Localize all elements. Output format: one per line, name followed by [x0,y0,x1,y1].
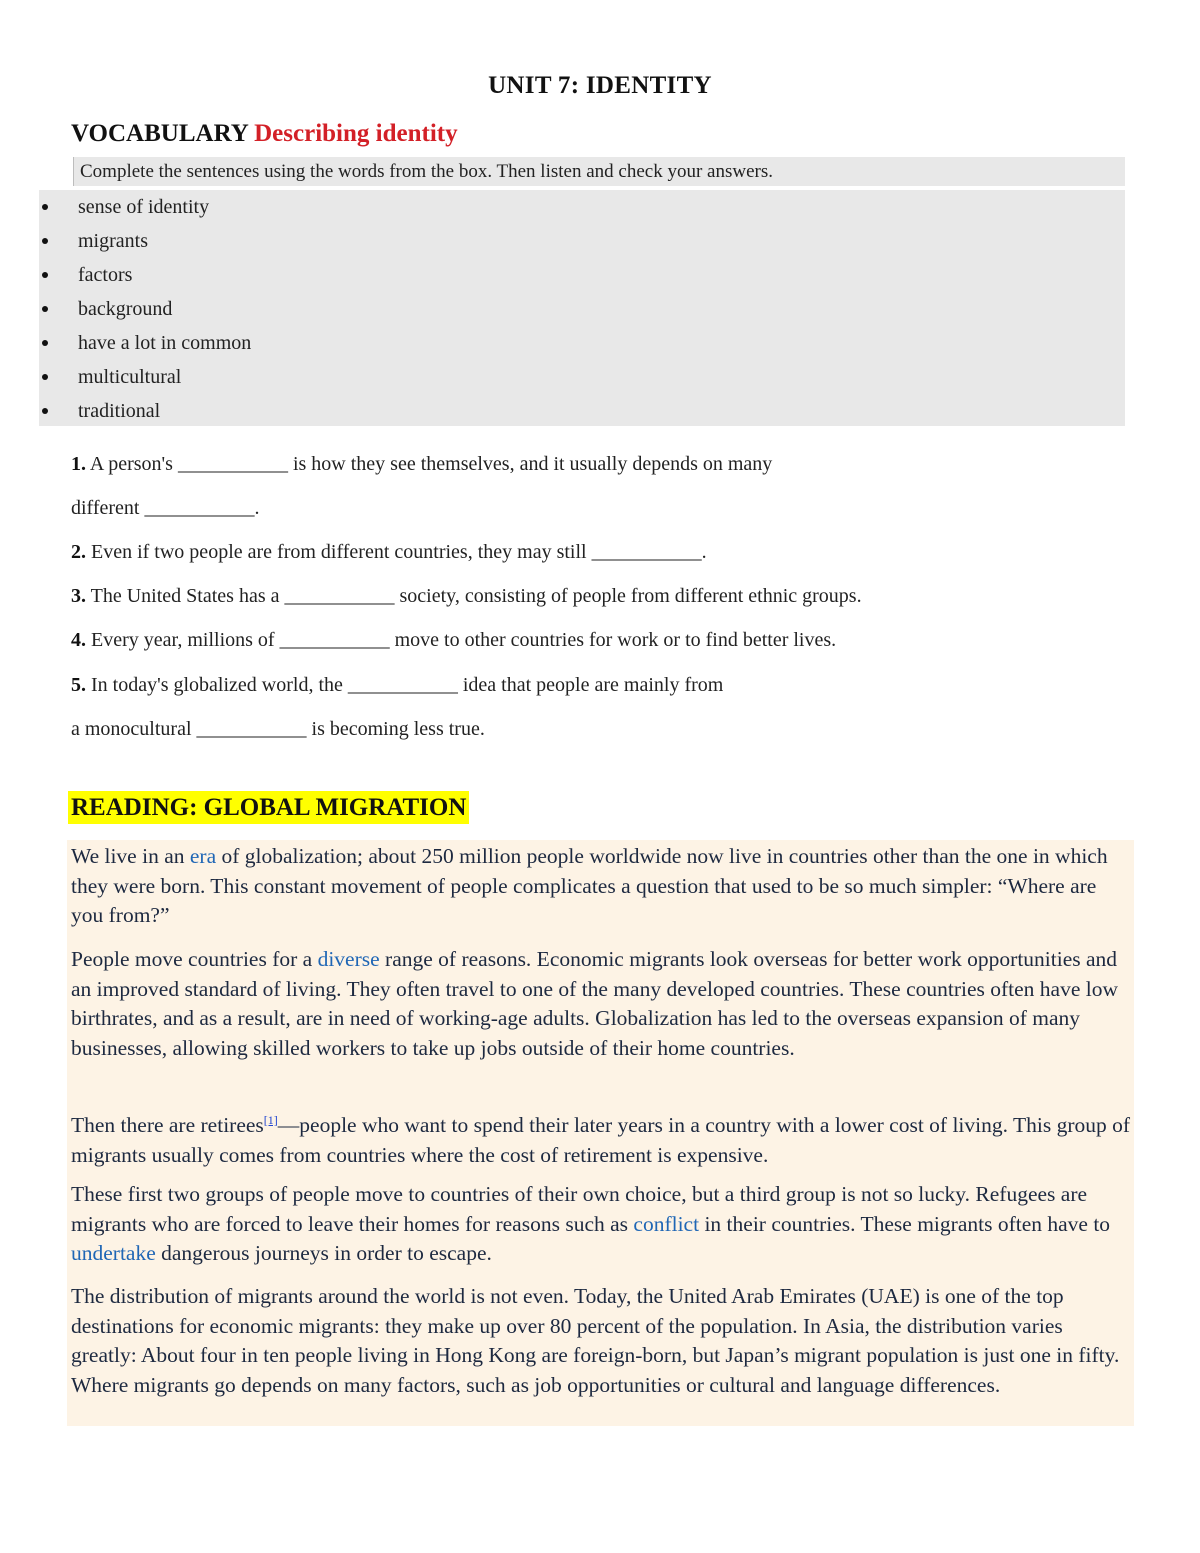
word-text: factors [78,264,133,286]
exercise-3 [71,582,862,610]
bullet-icon [42,306,48,312]
vocabulary-topic: Describing identity [254,120,458,147]
exercise-text: Every year, millions of ___________ move to other countries for work or to find better lives. [86,629,837,651]
bullet-icon [42,340,48,346]
exercise-text: The United States has a ___________ society, consisting of people from different ethnic groups. [86,585,862,607]
reading-passage [67,840,1134,1426]
word-text: have a lot in common [78,332,252,354]
instruction-text: Complete the sentences using the words from the box. Then listen and check your answers. [73,157,1125,186]
exercise-1-line-1 [71,450,772,478]
exercise-5-line-1 [71,671,723,699]
exercise-1-line-2 [71,494,260,522]
vocabulary-heading [71,120,458,148]
keyword: undertake [71,1241,156,1266]
word-text: migrants [78,230,148,252]
paragraph-text: of globalization; about 250 million people worldwide now live in countries other than the one in which they were born. This constant movement of people complicates a question that used to be so much simpler: “Where are you from?” [71,844,1108,928]
paragraph-text: We live in an [71,844,190,868]
paragraph-4 [71,1180,1133,1269]
word-box [39,190,1125,426]
keyword: era [189,844,217,868]
word-text: sense of identity [78,196,210,218]
exercise-text: different ___________. [71,497,260,519]
word-text: multicultural [78,366,182,388]
exercise-text: Even if two people are from different countries, they may still ___________. [86,541,707,563]
paragraph-text: in their countries. These migrants often have to [699,1211,1111,1236]
paragraph-2 [71,945,1133,1063]
word-text: background [78,298,173,320]
exercise-number: 1. [71,453,86,475]
word-text: traditional [78,400,161,422]
exercise-4 [71,626,836,654]
bullet-icon [42,408,48,414]
unit-title: UNIT 7: IDENTITY [488,72,712,99]
exercise-text: A person's ___________ is how they see themselves, and it usually depends on many [86,453,773,475]
footnote-link[interactable]: [1] [263,1113,278,1127]
paragraph-5: The distribution of migrants around the world is not even. Today, the United Arab Emirates (UAE) is one of the top destinations for economic migrants: they make up over 80 percent of the population. In Asia, the distribution varies greatly: About four in ten people living in Hong Kong are foreign-born, but Japan’s migrant population is just one in fifty. Where migrants go depends on many factors, such as job opportunities or cultural and language differences. [71,1284,1120,1397]
paragraph-text: —people who want to spend their later years in a country with a lower cost of living. This group of migrants usually comes from countries where the cost of retirement is expensive. [71,1113,1131,1167]
reading-heading: READING: GLOBAL MIGRATION [68,791,469,824]
exercise-text: In today's globalized world, the ___________ idea that people are mainly from [86,674,724,696]
exercise-number: 2. [71,541,86,563]
bullet-icon [42,204,48,210]
paragraph-3 [71,1106,1133,1170]
bullet-icon [42,238,48,244]
paragraph-text: People move countries for a [71,947,318,971]
bullet-icon [42,272,48,278]
paragraph-text: range of reasons. Economic migrants look overseas for better work opportunities and an improved standard of living. They often travel to one of the many developed countries. These countries often have low birthrates, and as a result, are in need of working-age adults. Globalization has led to the overseas expansion of many businesses, allowing skilled workers to take up jobs outside of their home countries. [71,947,1119,1060]
exercise-number: 4. [71,629,86,651]
exercise-number: 3. [71,585,86,607]
keyword: conflict [633,1211,700,1236]
paragraph-text: dangerous journeys in order to escape. [155,1241,492,1266]
exercise-text: a monocultural ___________ is becoming less true. [71,718,485,740]
paragraph-text: Then there are retirees [71,1113,264,1138]
exercise-5-line-2 [71,715,485,743]
paragraph-text: These first two groups of people move to countries of their own choice, but a third group is not so lucky. Refugees are migrants who are forced to leave their homes for reasons such as [71,1182,1088,1236]
vocabulary-label: VOCABULARY [71,120,248,147]
paragraph-1 [71,842,1133,931]
bullet-icon [42,374,48,380]
keyword: diverse [317,947,380,971]
exercise-2 [71,538,707,566]
exercise-number: 5. [71,674,86,696]
